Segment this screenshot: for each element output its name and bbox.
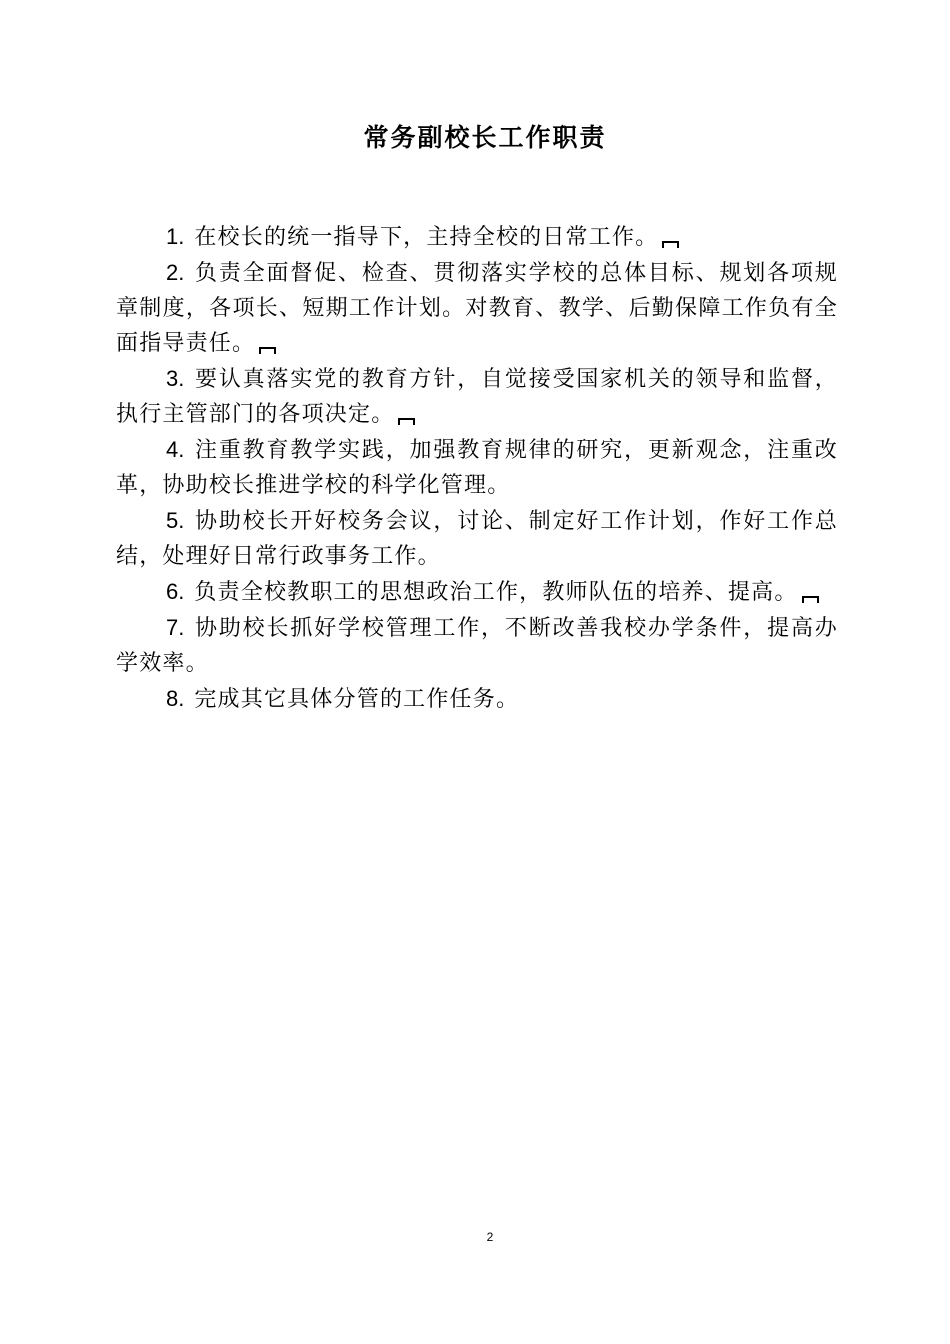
list-item <box>116 255 838 361</box>
item-text: 负责全面督促、检查、贯彻落实学校的总体目标、规划各项规章制度，各项长、短期工作计划。对教育、教学、后勤保障工作负有全面指导责任。 <box>116 261 838 356</box>
item-text: 完成其它具体分管的工作任务。 <box>194 687 520 712</box>
item-number: 3. <box>166 366 185 391</box>
list-item <box>116 610 838 681</box>
list-item <box>116 432 838 503</box>
list-item <box>116 361 838 432</box>
list-item <box>116 574 838 610</box>
item-text: 协助校长抓好学校管理工作，不断改善我校办学条件，提高办学效率。 <box>116 616 838 676</box>
list-item <box>116 219 838 255</box>
item-number: 8. <box>166 686 185 711</box>
item-number: 4. <box>166 437 185 462</box>
item-number: 1. <box>166 224 185 249</box>
document-title: 常务副校长工作职责 <box>363 123 607 152</box>
item-number: 7. <box>166 615 185 640</box>
paragraph-mark-icon <box>398 418 415 425</box>
list-item <box>116 681 838 717</box>
page-number: 2 <box>486 1230 494 1244</box>
item-text: 协助校长开好校务会议，讨论、制定好工作计划，作好工作总结，处理好日常行政事务工作。 <box>116 509 838 569</box>
item-text: 在校长的统一指导下，主持全校的日常工作。 <box>194 225 659 250</box>
item-number: 5. <box>166 508 185 533</box>
item-number: 6. <box>166 579 185 604</box>
item-text: 注重教育教学实践，加强教育规律的研究，更新观念，注重改革，协助校长推进学校的科学化管理。 <box>116 438 838 498</box>
paragraph-mark-icon <box>662 241 679 248</box>
list-item <box>116 503 838 574</box>
item-text: 负责全校教职工的思想政治工作，教师队伍的培养、提高。 <box>194 580 798 605</box>
paragraph-mark-icon <box>259 347 276 354</box>
paragraph-mark-icon <box>802 596 819 603</box>
item-text: 要认真落实党的教育方针，自觉接受国家机关的领导和监督，执行主管部门的各项决定。 <box>116 367 838 427</box>
item-number: 2. <box>166 260 185 285</box>
document-body <box>116 219 838 717</box>
